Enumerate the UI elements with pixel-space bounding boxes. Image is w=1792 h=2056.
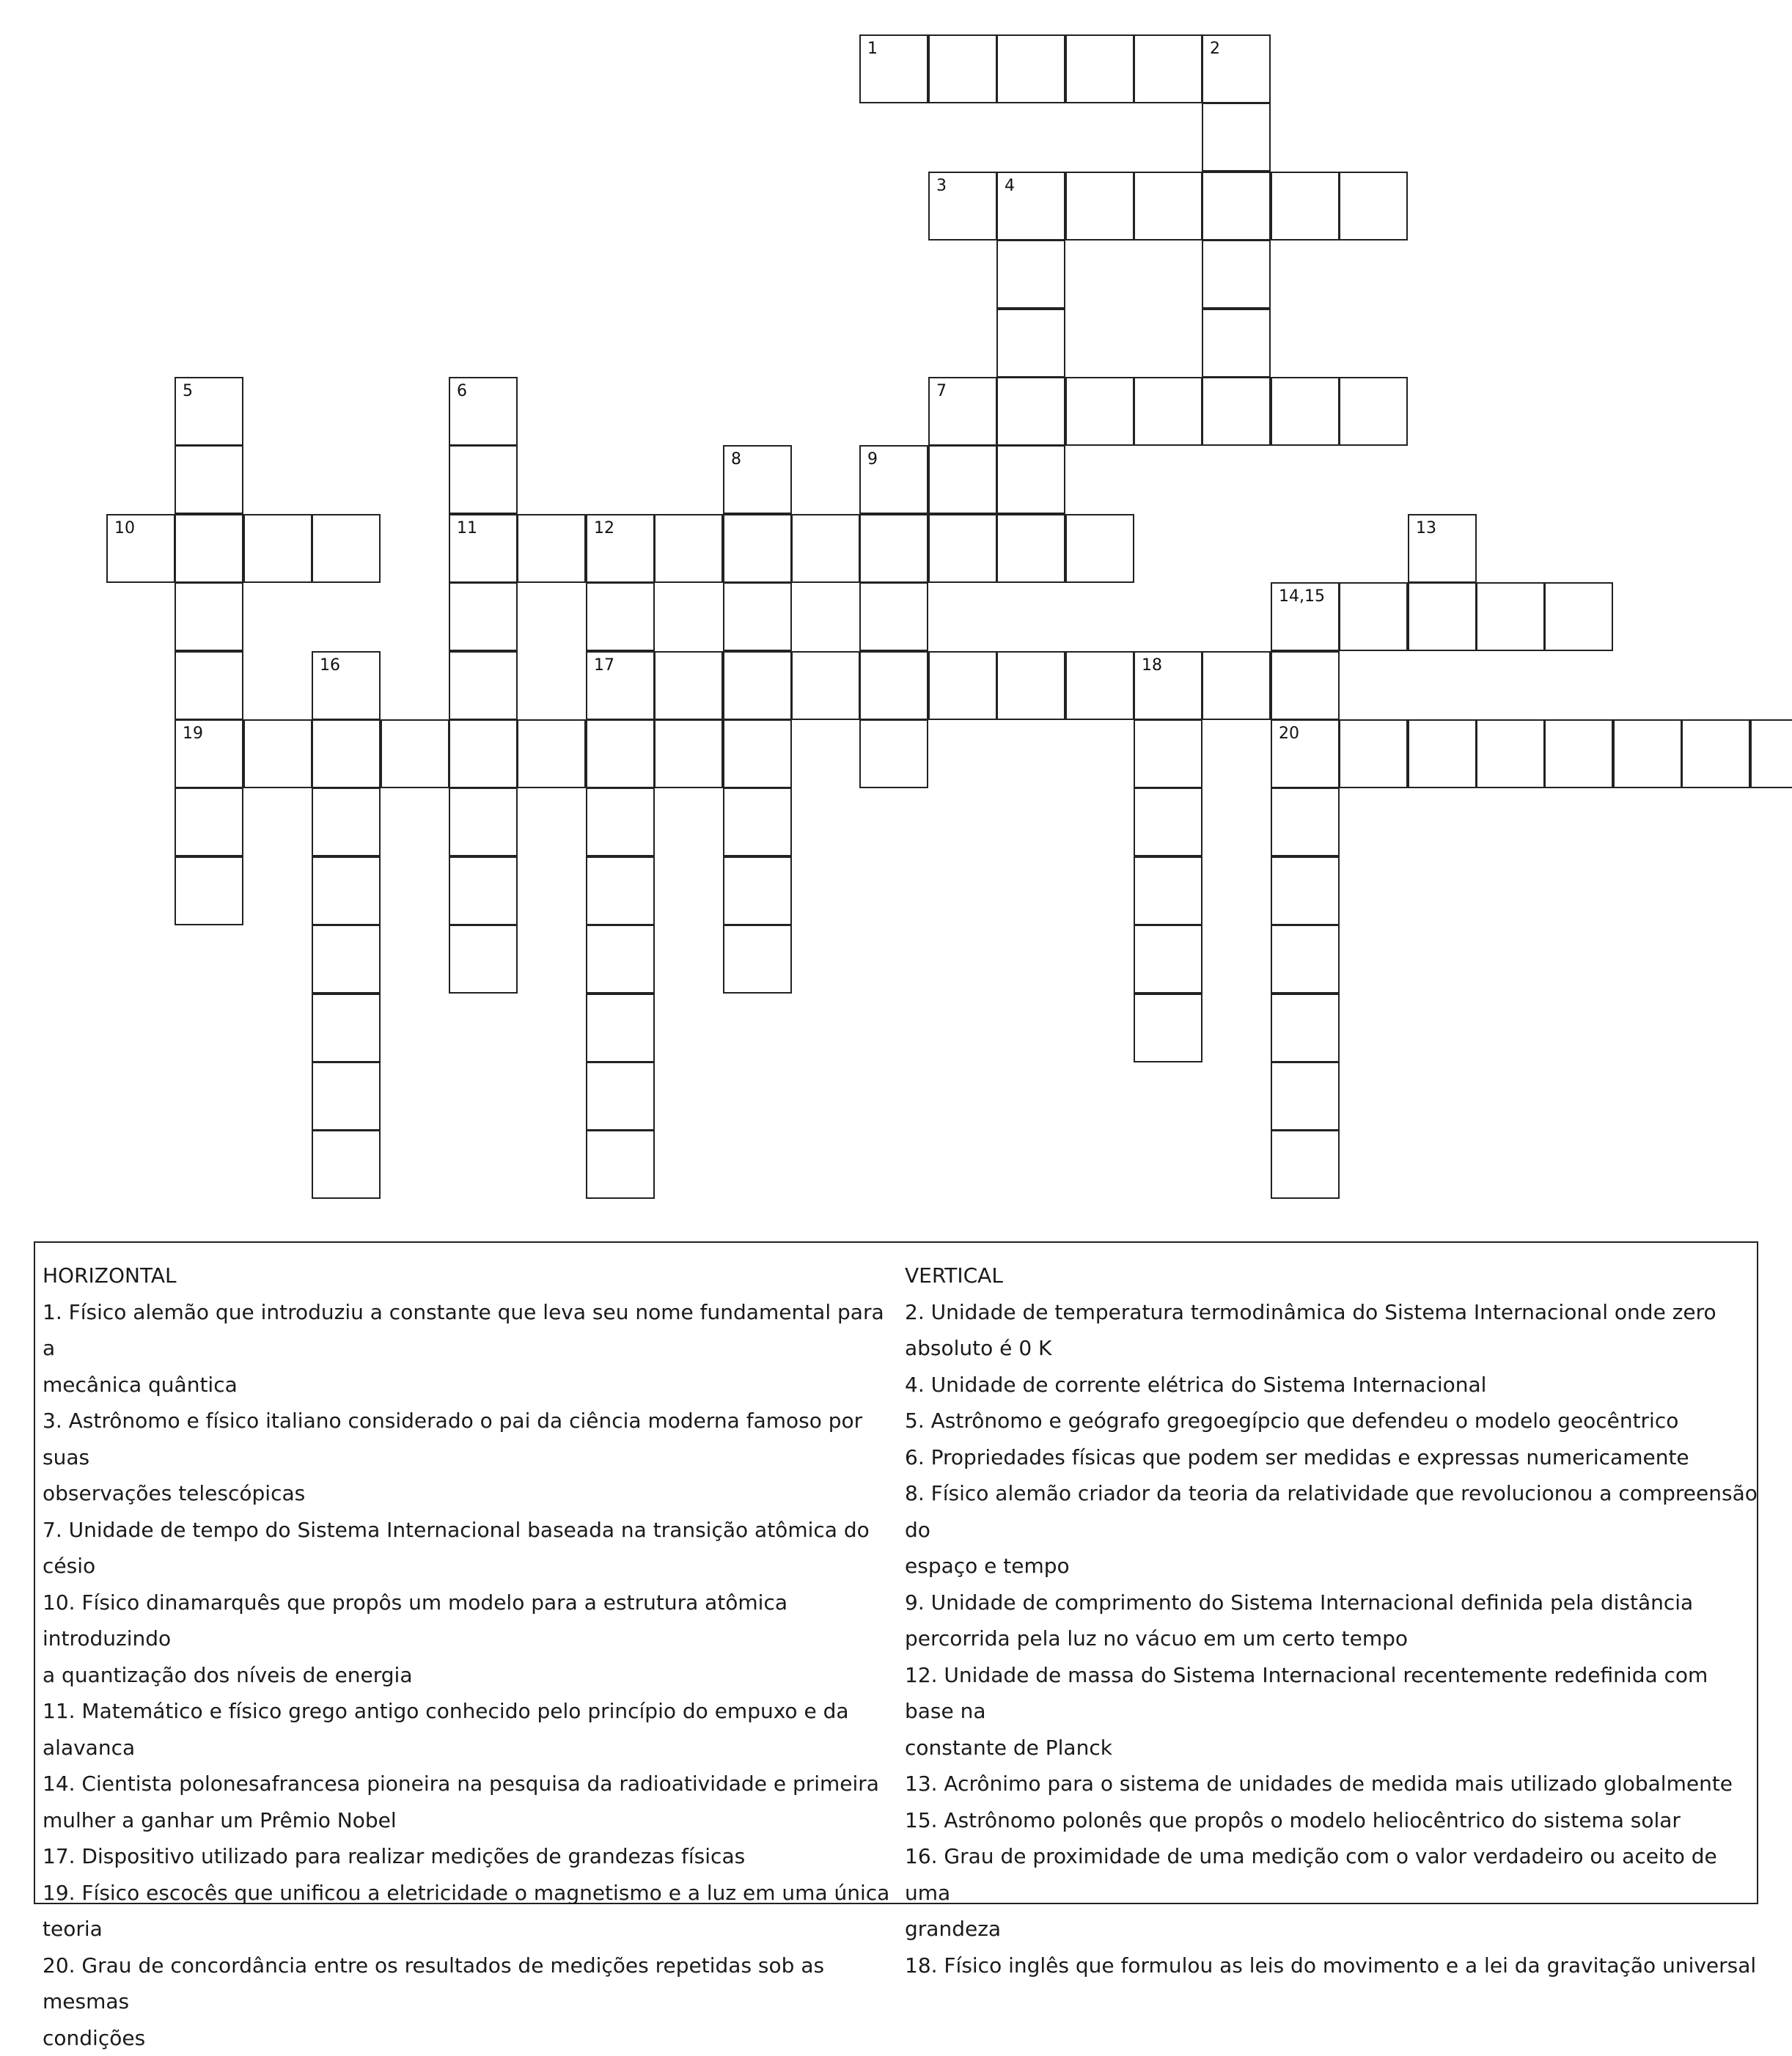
horizontal-title: HORIZONTAL: [43, 1258, 900, 1294]
clue-line: 18. Físico inglês que formulou as leis do movimento e a lei da gravitação universal: [905, 1947, 1763, 1984]
grid-cell[interactable]: [928, 514, 997, 583]
grid-cell[interactable]: [859, 514, 928, 583]
grid-cell[interactable]: [723, 719, 792, 788]
grid-cell[interactable]: [1134, 994, 1202, 1062]
clue-line: 12. Unidade de massa do Sistema Internacional recentemente redefinida com base na: [905, 1657, 1763, 1730]
grid-cell[interactable]: [586, 651, 655, 720]
vertical-clue-list: [905, 1294, 1763, 1984]
grid-cell[interactable]: [1339, 377, 1408, 446]
clue-number: 13: [1416, 519, 1436, 538]
grid-cell[interactable]: [175, 377, 243, 446]
grid-cell[interactable]: [517, 719, 586, 788]
grid-cell[interactable]: [1065, 172, 1134, 241]
clue-number: 8: [731, 450, 741, 469]
grid-cell[interactable]: [1339, 172, 1408, 241]
grid-cell[interactable]: [106, 514, 175, 583]
grid-cell[interactable]: [243, 719, 312, 788]
grid-cell[interactable]: [723, 582, 792, 651]
grid-cell[interactable]: [449, 377, 518, 446]
grid-cell[interactable]: [723, 514, 792, 583]
horizontal-clue-list: [43, 1294, 900, 2056]
grid-cell[interactable]: [654, 514, 723, 583]
grid-cell[interactable]: [312, 1062, 381, 1131]
grid-cell[interactable]: [996, 172, 1065, 241]
clue-line: teoria: [43, 1911, 900, 1947]
grid-cell[interactable]: [1544, 719, 1613, 788]
clue-line: observações telescópicas: [43, 1475, 900, 1512]
clue-number: 10: [114, 519, 135, 538]
clue-line: 4. Unidade de corrente elétrica do Sistema Internacional: [905, 1367, 1763, 1403]
grid-cell[interactable]: [312, 719, 381, 788]
grid-cell[interactable]: [586, 514, 655, 583]
grid-cell[interactable]: [928, 34, 997, 103]
grid-cell[interactable]: [1065, 514, 1134, 583]
grid-cell[interactable]: [1271, 925, 1340, 994]
clue-line: alavanca: [43, 1730, 900, 1766]
grid-cell[interactable]: [1271, 582, 1340, 651]
grid-cell[interactable]: [859, 651, 928, 720]
grid-cell[interactable]: [1202, 240, 1271, 309]
grid-cell[interactable]: [586, 856, 655, 925]
grid-cell[interactable]: [1271, 172, 1340, 241]
grid-cell[interactable]: [859, 719, 928, 788]
clue-line: 14. Cientista polonesafrancesa pioneira na pesquisa da radioatividade e primeira: [43, 1766, 900, 1802]
grid-cell[interactable]: [243, 514, 312, 583]
grid-cell[interactable]: [996, 514, 1065, 583]
grid-cell[interactable]: [723, 856, 792, 925]
clue-line: espaço e tempo: [905, 1548, 1763, 1585]
grid-cell[interactable]: [449, 856, 518, 925]
clue-line: constante de Planck: [905, 1730, 1763, 1766]
clue-number: 4: [1005, 177, 1015, 196]
clue-line: 16. Grau de proximidade de uma medição com o valor verdadeiro ou aceito de uma: [905, 1838, 1763, 1911]
grid-cell[interactable]: [791, 514, 860, 583]
clue-line: percorrida pela luz no vácuo em um certo tempo: [905, 1620, 1763, 1657]
grid-cell[interactable]: [1065, 377, 1134, 446]
grid-cell[interactable]: [996, 651, 1065, 720]
grid-cell[interactable]: [586, 1130, 655, 1199]
grid-cell[interactable]: [449, 445, 518, 514]
grid-cell[interactable]: [449, 787, 518, 856]
grid-cell[interactable]: [928, 445, 997, 514]
grid-cell[interactable]: [928, 377, 997, 446]
grid-cell[interactable]: [1271, 1130, 1340, 1199]
clue-number: 20: [1279, 724, 1299, 744]
clue-number: 5: [183, 382, 193, 401]
grid-cell[interactable]: [312, 856, 381, 925]
grid-cell[interactable]: [723, 787, 792, 856]
grid-cell[interactable]: [312, 994, 381, 1062]
clue-line: 17. Dispositivo utilizado para realizar medições de grandezas físicas: [43, 1838, 900, 1875]
grid-cell[interactable]: [449, 651, 518, 720]
clue-number: 2: [1210, 40, 1220, 59]
clue-line: 9. Unidade de comprimento do Sistema Internacional definida pela distância: [905, 1585, 1763, 1621]
grid-cell[interactable]: [723, 651, 792, 720]
grid-cell[interactable]: [1065, 651, 1134, 720]
clue-line: absoluto é 0 K: [905, 1330, 1763, 1367]
clue-line: 8. Físico alemão criador da teoria da relatividade que revolucionou a compreensão do: [905, 1475, 1763, 1548]
grid-cell[interactable]: [175, 514, 243, 583]
grid-cell[interactable]: [654, 651, 723, 720]
clue-line: 6. Propriedades físicas que podem ser medidas e expressas numericamente: [905, 1439, 1763, 1476]
grid-cell[interactable]: [1134, 787, 1202, 856]
grid-cell[interactable]: [1681, 719, 1750, 788]
grid-cell[interactable]: [996, 445, 1065, 514]
grid-cell[interactable]: [1134, 651, 1202, 720]
grid-cell[interactable]: [1202, 172, 1271, 241]
clue-number: 11: [457, 519, 477, 538]
grid-cell[interactable]: [723, 445, 792, 514]
grid-cell[interactable]: [449, 514, 518, 583]
grid-cell[interactable]: [791, 651, 860, 720]
vertical-clues: [905, 1258, 1763, 1983]
grid-cell[interactable]: [586, 582, 655, 651]
grid-cell[interactable]: [1271, 856, 1340, 925]
clue-number: 19: [183, 724, 203, 744]
grid-cell[interactable]: [1408, 582, 1477, 651]
grid-cell[interactable]: [1271, 1062, 1340, 1131]
clue-number: 6: [457, 382, 467, 401]
clue-line: 11. Matemático e físico grego antigo conhecido pelo princípio do empuxo e da: [43, 1693, 900, 1730]
grid-cell[interactable]: [586, 719, 655, 788]
clue-line: a quantização dos níveis de energia: [43, 1657, 900, 1694]
grid-cell[interactable]: [1271, 994, 1340, 1062]
grid-cell[interactable]: [312, 1130, 381, 1199]
clue-number: 16: [320, 656, 340, 675]
grid-cell[interactable]: [928, 651, 997, 720]
grid-cell[interactable]: [1271, 377, 1340, 446]
grid-cell[interactable]: [1202, 34, 1271, 103]
grid-cell[interactable]: [723, 925, 792, 994]
grid-cell[interactable]: [381, 719, 449, 788]
grid-cell[interactable]: [1544, 582, 1613, 651]
grid-cell[interactable]: [175, 719, 243, 788]
grid-cell[interactable]: [1202, 651, 1271, 720]
grid-cell[interactable]: [859, 445, 928, 514]
grid-cell[interactable]: [517, 514, 586, 583]
clue-number: 18: [1142, 656, 1162, 675]
grid-cell[interactable]: [996, 240, 1065, 309]
grid-cell[interactable]: [1134, 719, 1202, 788]
grid-cell[interactable]: [1271, 719, 1340, 788]
clue-line: 15. Astrônomo polonês que propôs o modelo heliocêntrico do sistema solar: [905, 1802, 1763, 1839]
grid-cell[interactable]: [449, 582, 518, 651]
horizontal-clues: [43, 1258, 900, 2056]
grid-cell[interactable]: [996, 377, 1065, 446]
grid-cell[interactable]: [996, 309, 1065, 378]
clue-line: 20. Grau de concordância entre os resultados de medições repetidas sob as mesmas: [43, 1947, 900, 2020]
grid-cell[interactable]: [175, 856, 243, 925]
grid-cell[interactable]: [1134, 377, 1202, 446]
clue-number: 9: [867, 450, 878, 469]
clue-number: 17: [594, 656, 614, 675]
grid-cell[interactable]: [1134, 856, 1202, 925]
grid-cell[interactable]: [996, 34, 1065, 103]
grid-cell[interactable]: [312, 514, 381, 583]
clue-number: 12: [594, 519, 614, 538]
clue-number: 14,15: [1279, 587, 1325, 606]
clue-number: 3: [936, 177, 947, 196]
grid-cell[interactable]: [928, 172, 997, 241]
grid-cell[interactable]: [1065, 34, 1134, 103]
clue-line: mulher a ganhar um Prêmio Nobel: [43, 1802, 900, 1839]
grid-cell[interactable]: [586, 787, 655, 856]
grid-cell[interactable]: [1202, 377, 1271, 446]
grid-cell[interactable]: [586, 1062, 655, 1131]
grid-cell[interactable]: [586, 925, 655, 994]
grid-cell[interactable]: [1408, 719, 1477, 788]
grid-cell[interactable]: [175, 787, 243, 856]
grid-cell[interactable]: [1271, 787, 1340, 856]
grid-cell[interactable]: [859, 582, 928, 651]
clue-line: 19. Físico escocês que unificou a eletricidade o magnetismo e a luz em uma única: [43, 1875, 900, 1912]
grid-cell[interactable]: [312, 651, 381, 720]
grid-cell[interactable]: [1408, 514, 1477, 583]
clue-line: 13. Acrônimo para o sistema de unidades de medida mais utilizado globalmente: [905, 1766, 1763, 1802]
grid-cell[interactable]: [1613, 719, 1682, 788]
grid-cell[interactable]: [175, 445, 243, 514]
clue-line: 1. Físico alemão que introduziu a constante que leva seu nome fundamental para a: [43, 1294, 900, 1367]
grid-cell[interactable]: [1339, 582, 1408, 651]
clue-line: grandeza: [905, 1911, 1763, 1947]
grid-cell[interactable]: [586, 994, 655, 1062]
clue-line: 10. Físico dinamarquês que propôs um modelo para a estrutura atômica introduzindo: [43, 1585, 900, 1657]
grid-cell[interactable]: [449, 719, 518, 788]
clue-number: 7: [936, 382, 947, 401]
vertical-title: VERTICAL: [905, 1258, 1763, 1294]
clue-number: 1: [867, 40, 878, 59]
grid-cell[interactable]: [449, 925, 518, 994]
grid-cell[interactable]: [175, 651, 243, 720]
clue-line: 7. Unidade de tempo do Sistema Internacional baseada na transição atômica do césio: [43, 1512, 900, 1585]
grid-cell[interactable]: [1134, 172, 1202, 241]
grid-cell[interactable]: [1476, 719, 1545, 788]
grid-cell[interactable]: [1202, 103, 1271, 172]
grid-cell[interactable]: [654, 719, 723, 788]
grid-cell[interactable]: [312, 925, 381, 994]
clue-line: 2. Unidade de temperatura termodinâmica do Sistema Internacional onde zero: [905, 1294, 1763, 1331]
clue-line: mecânica quântica: [43, 1367, 900, 1403]
grid-cell[interactable]: [1476, 582, 1545, 651]
grid-cell[interactable]: [1339, 719, 1408, 788]
grid-cell[interactable]: [1750, 719, 1792, 788]
grid-cell[interactable]: [312, 787, 381, 856]
clue-line: 3. Astrônomo e físico italiano considerado o pai da ciência moderna famoso por suas: [43, 1403, 900, 1475]
grid-cell[interactable]: [1202, 309, 1271, 378]
grid-cell[interactable]: [1134, 34, 1202, 103]
grid-cell[interactable]: [859, 34, 928, 103]
clue-line: condições: [43, 2020, 900, 2056]
clue-line: 5. Astrônomo e geógrafo gregoegípcio que defendeu o modelo geocêntrico: [905, 1403, 1763, 1439]
clue-box: [34, 1241, 1758, 1904]
grid-cell[interactable]: [175, 582, 243, 651]
grid-cell[interactable]: [1271, 651, 1340, 720]
grid-cell[interactable]: [1134, 925, 1202, 994]
